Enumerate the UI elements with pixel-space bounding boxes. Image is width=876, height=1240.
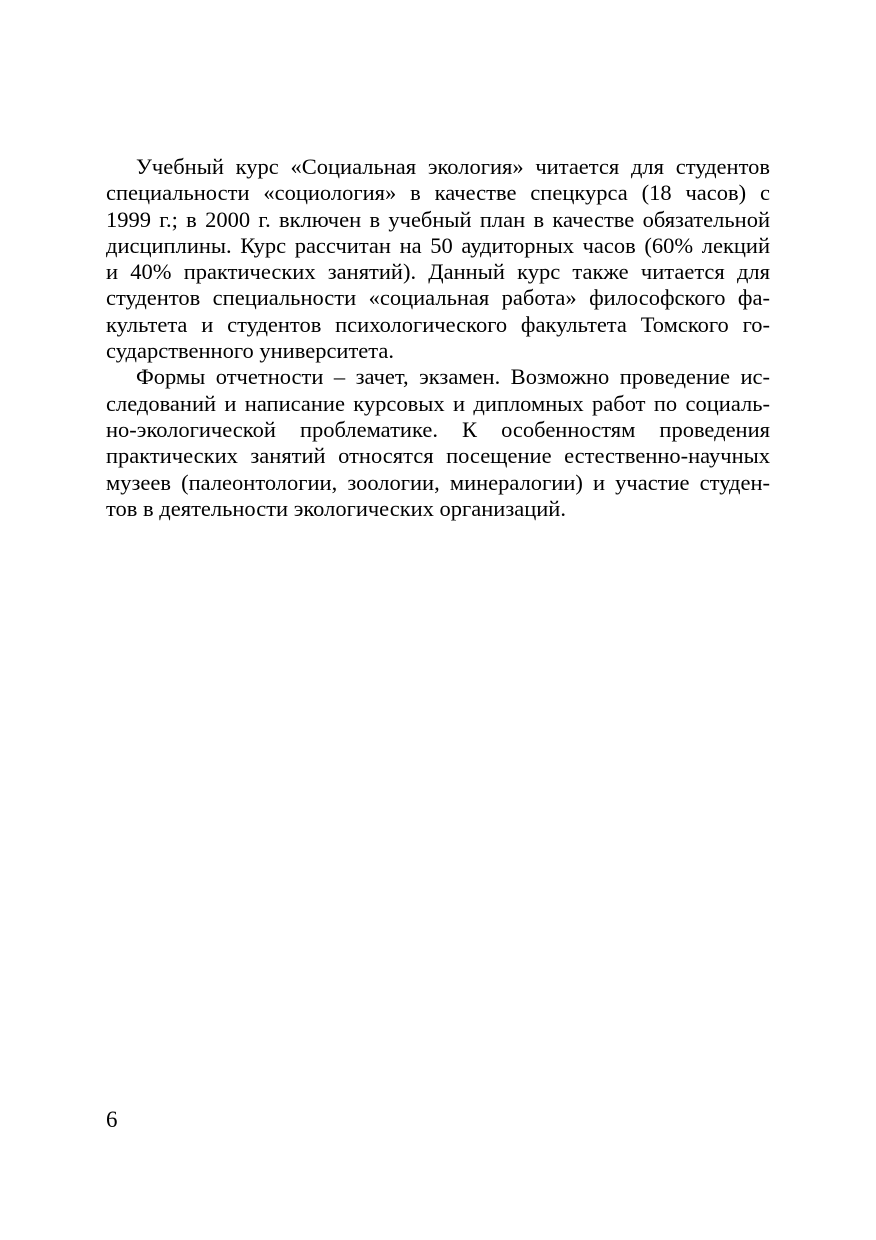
page-number: 6 [106, 1107, 118, 1132]
text-line: культета и студентов психологического факультета Томского го- [106, 311, 770, 337]
text-line: Учебный курс «Социальная экология» читается для студентов [136, 154, 770, 179]
text-line: и 40% практических занятий). Данный курс также читается для [106, 259, 770, 285]
text-line: дисциплины. Курс рассчитан на 50 аудиторных часов (60% лекций [106, 232, 770, 258]
text-line: 1999 г.; в 2000 г. включен в учебный план в качестве обязательной [106, 206, 770, 232]
text-line: музеев (палеонтологии, зоологии, минералогии) и участие студен- [106, 469, 770, 495]
text-line: Формы отчетности – зачет, экзамен. Возможно проведение ис- [136, 364, 770, 390]
paragraph-assessment-forms [106, 364, 770, 522]
body-text [106, 154, 770, 522]
text-line: специальности «социология» в качестве спецкурса (18 часов) с [106, 180, 770, 206]
text-line: но-экологической проблематике. К особенностям проведения [106, 416, 770, 442]
text-line: студентов специальности «социальная работа» философского фа- [106, 285, 770, 311]
text-line: сударственного университета. [106, 338, 395, 364]
paragraph-course-description [106, 154, 770, 364]
text-line: следований и написание курсовых и дипломных работ по социаль- [106, 390, 770, 416]
text-line: тов в деятельности экологических организаций. [106, 495, 566, 521]
text-line: практических занятий относятся посещение естественно-научных [106, 443, 770, 469]
